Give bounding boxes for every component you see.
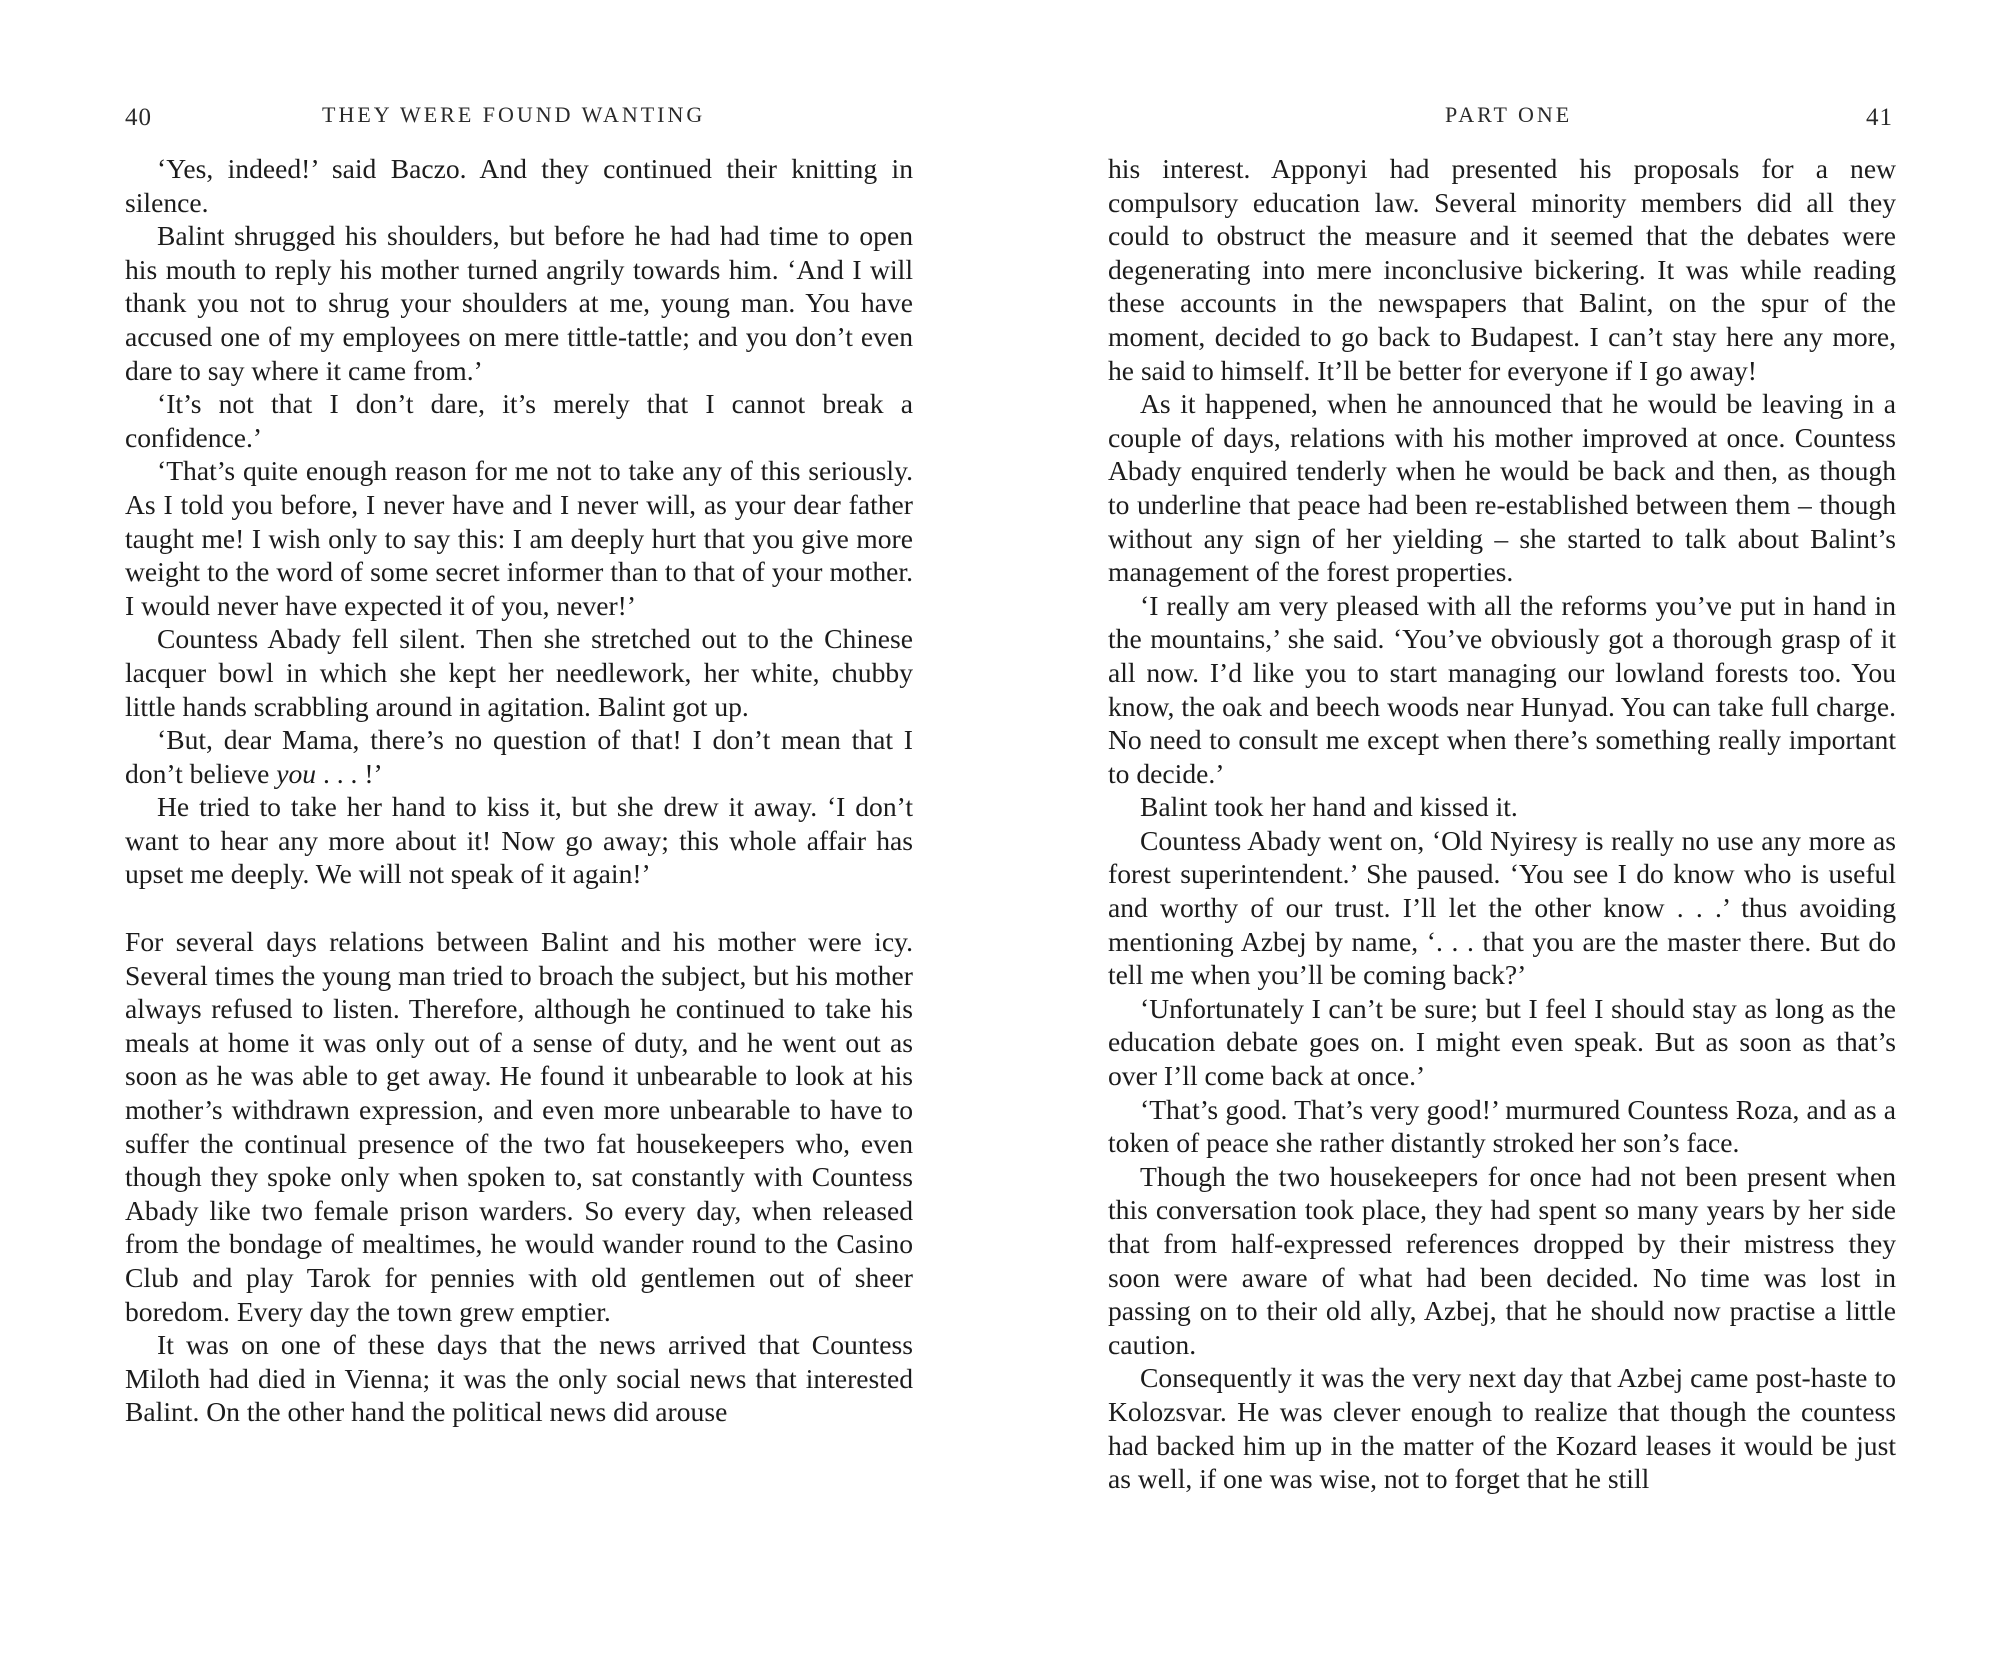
- paragraph: his interest. Apponyi had presented his proposals for a new compulsory education law. Several minority members did all they could to obstruct the measure and it seemed that the debates were degenerating into mere inconclusive bickering. It was while reading these accounts in the newspapers that Balint, on the spur of the moment, decided to go back to Budapest. I can’t stay here any more, he said to himself. It’ll be better for everyone if I go away!: [1108, 153, 1896, 386]
- paragraph-text-tail: . . . !’: [316, 757, 383, 789]
- paragraph: Balint took her hand and kissed it.: [1140, 791, 1518, 823]
- paragraph: ‘I really am very pleased with all the reforms you’ve put in hand in the mountains,’ she said. ‘You’ve obviously got a thorough grasp of it all now. I’d like you to start managing our lowland forests too. You know, the oak and beech woods near Hunyad. You can take full charge. No need to consult me except when there’s something really important to decide.’: [1108, 589, 1896, 789]
- paragraph: Consequently it was the very next day that Azbej came post-haste to Kolozsvar. He was clever enough to realize that though the countess had backed him up in the matter of the Kozard leases it would be just as well, if one was wise, not to forget that he still: [1108, 1362, 1896, 1495]
- paragraph: ‘Unfortunately I can’t be sure; but I feel I should stay as long as the education debate goes on. I might even speak. But as soon as that’s over I’ll come back at once.’: [1108, 992, 1896, 1092]
- paragraph: [125, 723, 913, 790]
- paragraph: ‘That’s good. That’s very good!’ murmured Countess Roza, and as a token of peace she rather distantly stroked her son’s face.: [1108, 1093, 1896, 1159]
- paragraph: For several days relations between Balint and his mother were icy. Several times the young man tried to broach the subject, but his mother always refused to listen. Therefore, although he continued to take his meals at home it was only out of a sense of duty, and he went out as soon as he was able to get away. He found it unbearable to look at his mother’s withdrawn expression, and even more unbearable to have to suffer the continual presence of the two fat housekeepers who, even though they spoke only when spoken to, sat constantly with Countess Abady like two female prison warders. So every day, when released from the bondage of mealtimes, he would wander round to the Casino Club and play Tarok for pennies with old gentlemen out of sheer boredom. Every day the town grew emptier.: [125, 926, 913, 1327]
- italic-word: you: [276, 757, 317, 789]
- running-head-title: PART ONE: [1445, 102, 1573, 127]
- paragraph: ‘Yes, indeed!’ said Baczo. And they continued their knitting in silence.: [125, 153, 913, 218]
- paragraph: As it happened, when he announced that he would be leaving in a couple of days, relations with his mother improved at once. Countess Abady enquired tenderly when he would be back and then, as though to underline that peace had been re-established between them – though without any sign of her yielding – she started to talk about Balint’s management of the forest properties.: [1108, 388, 1896, 588]
- running-head-title: THEY WERE FOUND WANTING: [322, 102, 706, 127]
- page-number: 41: [1866, 104, 1893, 131]
- paragraph: Though the two housekeepers for once had not been present when this conversation took place, they had spent so many years by her side that from half-expressed references dropped by their mistress they soon were aware of what had been decided. No time was lost in passing on to their old ally, Azbej, that he should now practise a little caution.: [1108, 1160, 1896, 1360]
- paragraph: Countess Abady fell silent. Then she stretched out to the Chinese lacquer bowl in which she kept her needlework, her white, chubby little hands scrabbling around in agitation. Balint got up.: [125, 623, 913, 722]
- paragraph: Countess Abady went on, ‘Old Nyiresy is really no use any more as forest superintendent.’ She paused. ‘You see I do know who is useful and worthy of our trust. I’ll let the other know . . .’ thus avoiding mentioning Azbej by name, ‘. . . that you are the master there. But do tell me when you’ll be coming back?’: [1108, 824, 1896, 991]
- paragraph: It was on one of these days that the news arrived that Countess Miloth had died in Vienna; it was the only social news that interested Balint. On the other hand the political news did arouse: [125, 1329, 913, 1428]
- body-text: [125, 152, 913, 1429]
- paragraph: ‘That’s quite enough reason for me not to take any of this seriously. As I told you before, I never have and I never will, as your dear father taught me! I wish only to say this: I am deeply hurt that you give more weight to the word of some secret informer than to that of your mother. I would never have expected it of you, never!’: [125, 455, 913, 621]
- page-number: 40: [125, 104, 152, 131]
- body-text: [1108, 152, 1896, 1496]
- paragraph: He tried to take her hand to kiss it, but she drew it away. ‘I don’t want to hear any more about it! Now go away; this whole affair has upset me deeply. We will not speak of it again!’: [125, 791, 913, 890]
- paragraph: ‘It’s not that I don’t dare, it’s merely that I cannot break a confidence.’: [125, 388, 913, 453]
- paragraph-text: ‘But, dear Mama, there’s no question of that! I don’t mean that I don’t believe: [125, 724, 913, 789]
- paragraph: Balint shrugged his shoulders, but before he had had time to open his mouth to reply his mother turned angrily towards him. ‘And I will thank you not to shrug your shoulders at me, young man. You have accused one of my employees on mere tittle-tattle; and you don’t even dare to say where it came from.’: [125, 220, 913, 386]
- right-page: [1000, 0, 2000, 1667]
